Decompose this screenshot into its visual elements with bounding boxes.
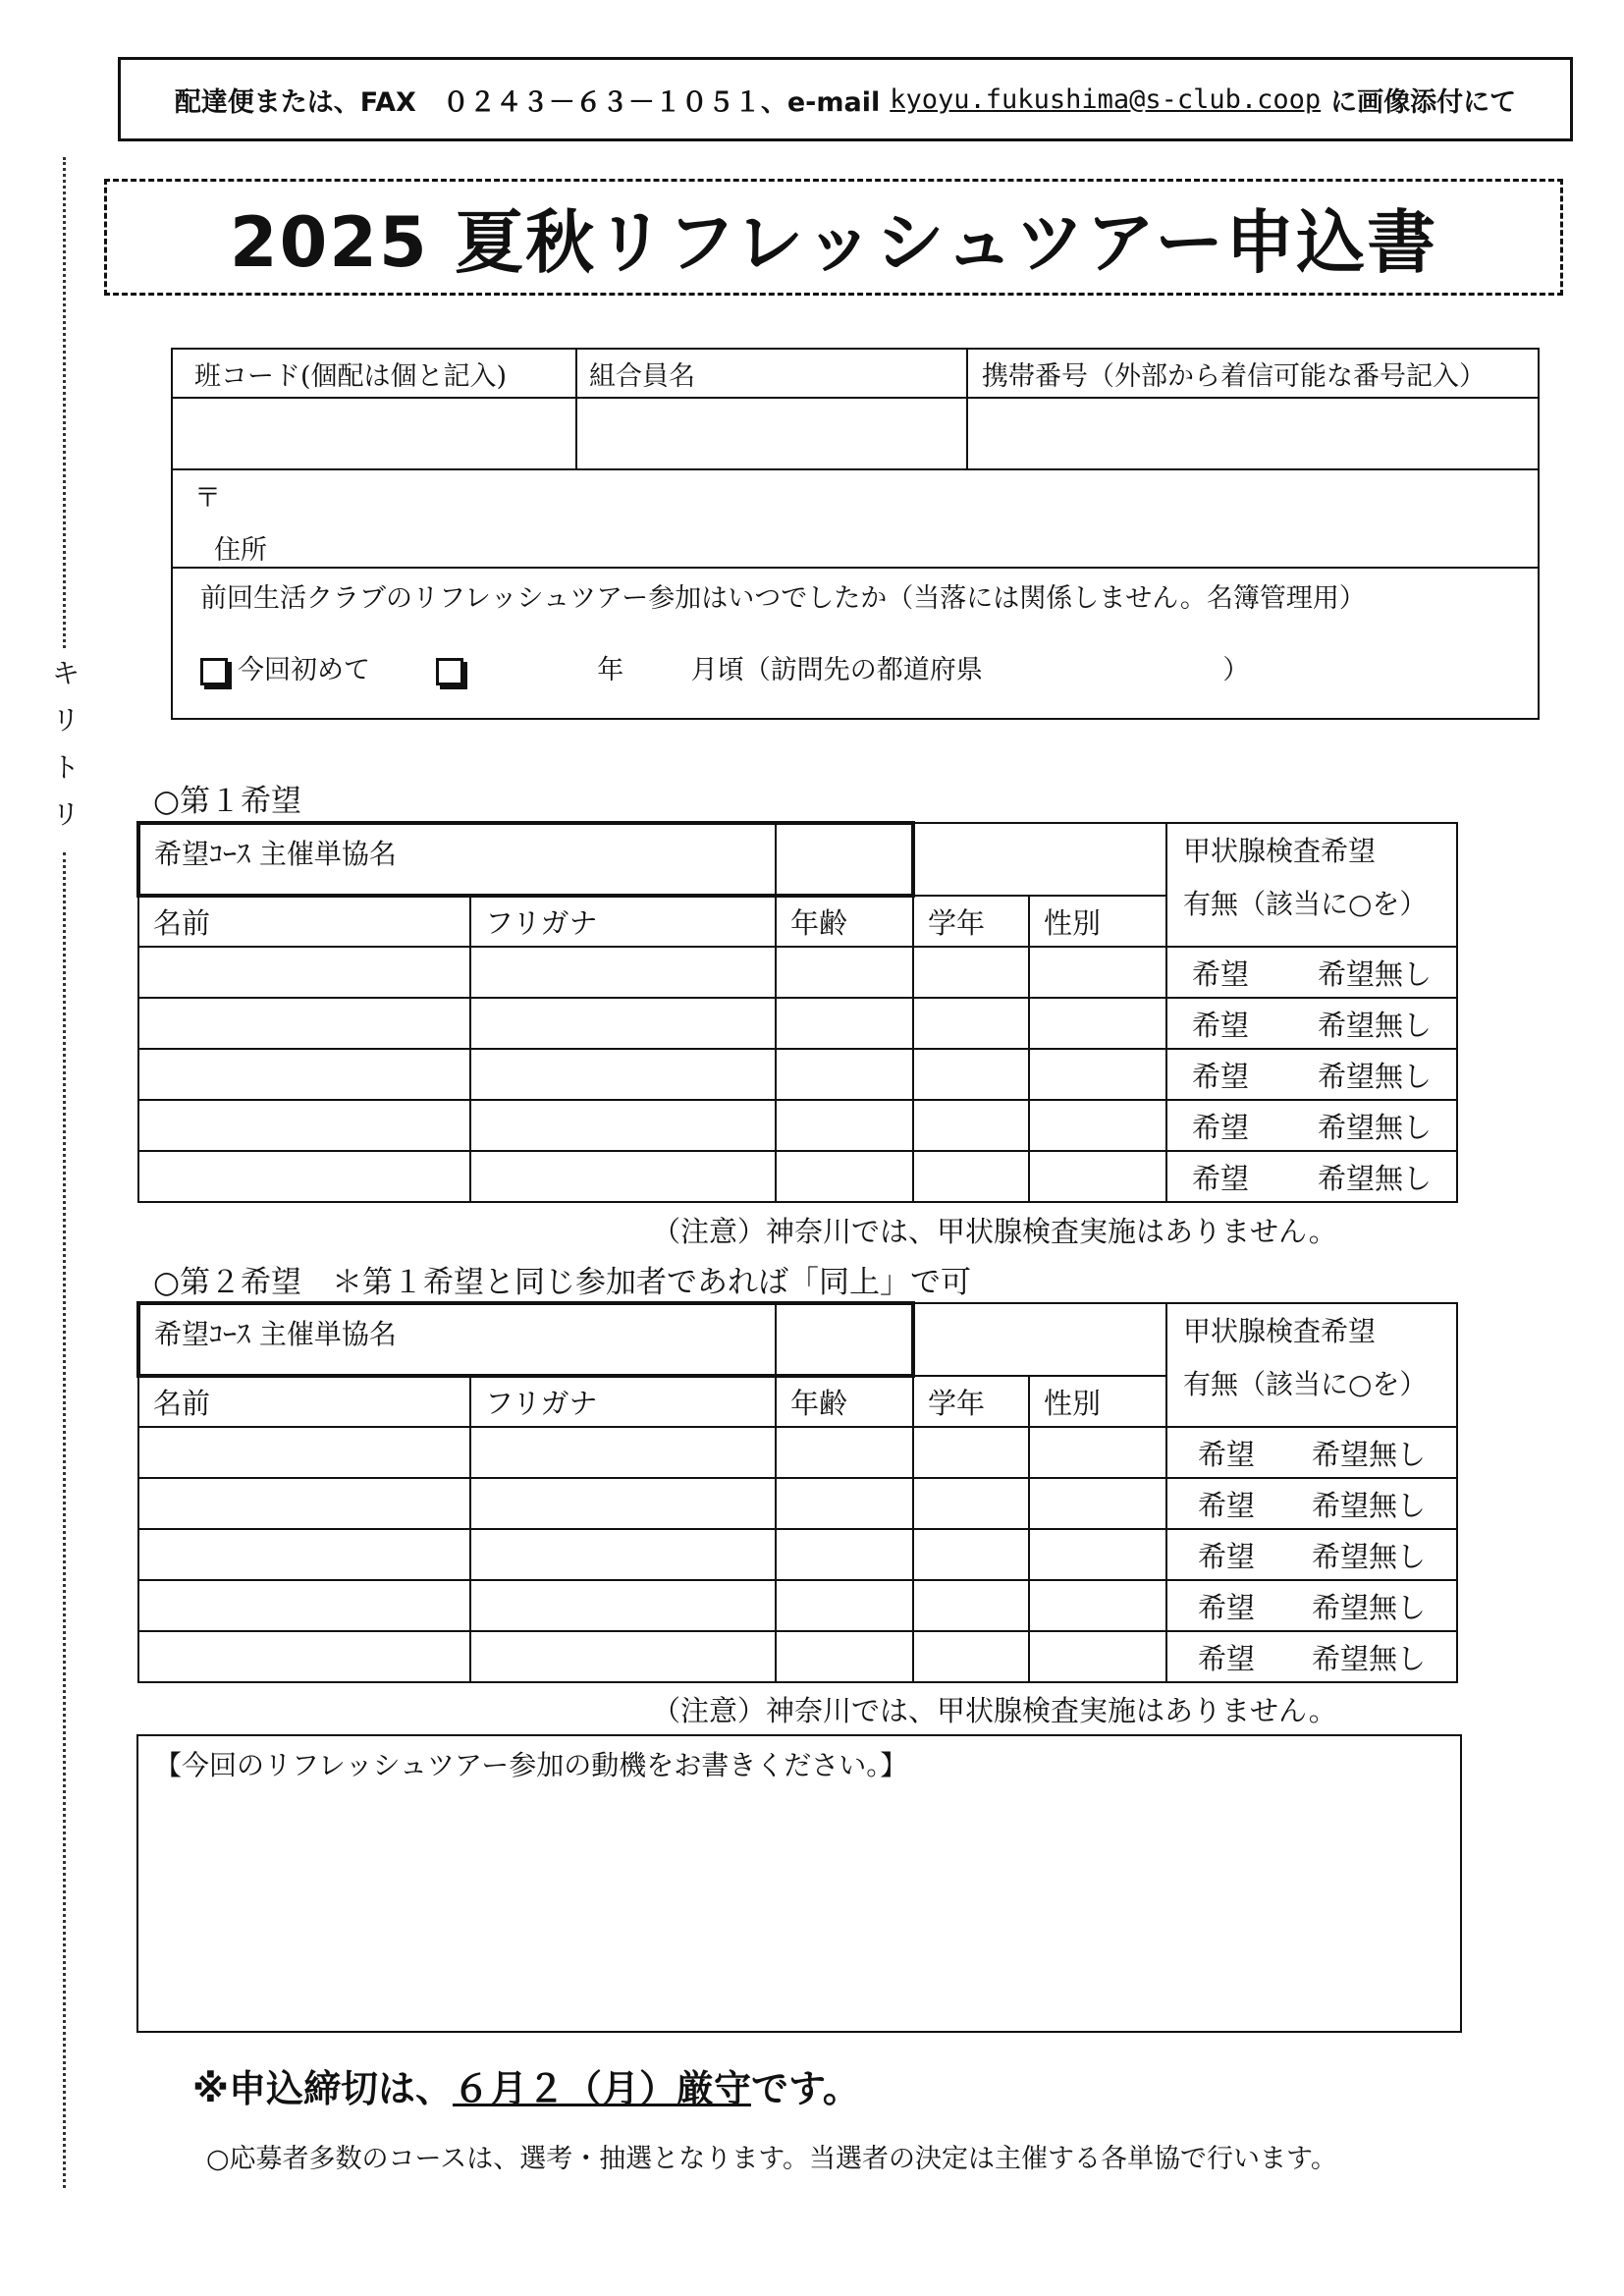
age-cell[interactable] xyxy=(776,1049,913,1100)
table-row xyxy=(138,1100,1457,1151)
table-row xyxy=(138,1478,1457,1529)
grade-cell[interactable] xyxy=(913,1529,1029,1580)
table-row xyxy=(138,998,1457,1049)
table-row xyxy=(138,1529,1457,1580)
hope1-heading: ○第１希望 xyxy=(153,784,302,819)
cut-label-char: ト xyxy=(51,751,80,784)
col-grade: 学年 xyxy=(928,1386,986,1420)
member-name-field[interactable] xyxy=(576,398,967,469)
name-cell[interactable] xyxy=(138,1100,470,1151)
grade-cell[interactable] xyxy=(913,947,1029,998)
thyroid-choice[interactable] xyxy=(1166,1631,1457,1682)
choice-no[interactable]: 希望無し xyxy=(1312,1488,1427,1522)
choice-yes[interactable]: 希望 xyxy=(1191,1161,1249,1195)
close-paren: ） xyxy=(1222,655,1250,685)
thyroid-choice[interactable] xyxy=(1166,1580,1457,1631)
choice-no[interactable]: 希望無し xyxy=(1318,1059,1433,1093)
month-label: 月頃（訪問先の都道府県 xyxy=(690,655,983,685)
col-grade: 学年 xyxy=(928,905,986,940)
checkbox-first-time[interactable] xyxy=(200,658,228,685)
cut-label-char: リ xyxy=(51,798,80,831)
choice-no[interactable]: 希望無し xyxy=(1318,1110,1433,1144)
choice-no[interactable]: 希望無し xyxy=(1318,957,1433,991)
han-code-label: 班コード(個配は個と記入) xyxy=(194,360,508,392)
furigana-cell[interactable] xyxy=(470,1529,776,1580)
col-gender: 性別 xyxy=(1044,905,1102,940)
gender-cell[interactable] xyxy=(1029,1427,1166,1478)
col-furigana: フリガナ xyxy=(485,906,598,940)
choice-no[interactable]: 希望無し xyxy=(1318,1161,1433,1195)
hope2-heading: ○第２希望 ＊第１希望と同じ参加者であれば「同上」で可 xyxy=(153,1265,972,1300)
gender-cell[interactable] xyxy=(1029,1049,1166,1100)
table-row xyxy=(138,1151,1457,1202)
age-cell[interactable] xyxy=(776,1529,913,1580)
table-row xyxy=(138,1631,1457,1682)
cut-label-char: リ xyxy=(51,704,80,737)
thyroid-choice[interactable] xyxy=(1166,1529,1457,1580)
name-cell[interactable] xyxy=(138,1529,470,1580)
choice-yes[interactable]: 希望 xyxy=(1191,1008,1249,1042)
name-cell[interactable] xyxy=(138,947,470,998)
furigana-cell[interactable] xyxy=(470,1151,776,1202)
deadline-notice xyxy=(192,2058,860,2112)
postal-mark: 〒 xyxy=(194,483,221,514)
hope1-table xyxy=(136,821,1458,1203)
thyroid-choice[interactable] xyxy=(1166,1100,1457,1151)
table-row xyxy=(138,1580,1457,1631)
thyroid-note: （注意）神奈川では、甲状腺検査実施はありません。 xyxy=(652,1694,1337,1727)
table-row xyxy=(138,1427,1457,1478)
motive-label: 【今回のリフレッシュツアー参加の動機をお書きください。】 xyxy=(154,1749,908,1781)
col-age: 年齢 xyxy=(790,906,848,940)
grade-cell[interactable] xyxy=(913,1631,1029,1682)
previous-tour-question: 前回生活クラブのリフレッシュツアー参加はいつでしたか（当落には関係しません。名簿管理用） xyxy=(200,583,1366,614)
checkbox-previous[interactable] xyxy=(436,658,463,685)
choice-yes[interactable]: 希望 xyxy=(1191,1059,1249,1093)
furigana-cell[interactable] xyxy=(470,1631,776,1682)
han-code-field[interactable] xyxy=(172,398,576,469)
thyroid-label: 甲状腺検査希望 xyxy=(1183,835,1377,867)
gender-cell[interactable] xyxy=(1029,998,1166,1049)
address-label: 住所 xyxy=(214,535,267,566)
choice-yes[interactable]: 希望 xyxy=(1197,1590,1255,1624)
phone-label: 携帯番号（外部から着信可能な番号記入） xyxy=(982,360,1486,392)
col-age: 年齢 xyxy=(790,1387,848,1420)
furigana-cell[interactable] xyxy=(470,947,776,998)
choice-no[interactable]: 希望無し xyxy=(1318,1008,1433,1042)
col-furigana: フリガナ xyxy=(485,1387,598,1420)
thyroid-choice[interactable] xyxy=(1166,998,1457,1049)
furigana-cell[interactable] xyxy=(470,1049,776,1100)
thyroid-choice[interactable] xyxy=(1166,1049,1457,1100)
submission-instructions xyxy=(118,57,1573,141)
address-field[interactable] xyxy=(172,469,1539,568)
name-cell[interactable] xyxy=(138,1478,470,1529)
first-time-label: 今回初めて xyxy=(238,655,370,685)
furigana-cell[interactable] xyxy=(470,1478,776,1529)
age-cell[interactable] xyxy=(776,1631,913,1682)
gender-cell[interactable] xyxy=(1029,1478,1166,1529)
course-field[interactable] xyxy=(776,1303,913,1376)
course-label: 希望ｺｰｽ 主催単協名 xyxy=(154,838,397,870)
age-cell[interactable] xyxy=(776,998,913,1049)
motive-field[interactable] xyxy=(136,1734,1462,2033)
thyroid-label: 甲状腺検査希望 xyxy=(1183,1315,1377,1347)
age-cell[interactable] xyxy=(776,1100,913,1151)
furigana-cell[interactable] xyxy=(470,1100,776,1151)
phone-field[interactable] xyxy=(967,398,1539,469)
thyroid-label-sub: 有無（該当に○を） xyxy=(1183,888,1428,920)
choice-yes[interactable]: 希望 xyxy=(1197,1641,1255,1675)
age-cell[interactable] xyxy=(776,1151,913,1202)
choice-no[interactable]: 希望無し xyxy=(1312,1437,1427,1471)
choice-no[interactable]: 希望無し xyxy=(1312,1539,1427,1573)
furigana-cell[interactable] xyxy=(470,1427,776,1478)
cut-line xyxy=(63,852,66,2188)
age-cell[interactable] xyxy=(776,947,913,998)
email-link[interactable]: kyoyu.fukushima@s-club.coop xyxy=(890,83,1322,115)
furigana-cell[interactable] xyxy=(470,998,776,1049)
selection-note: ○応募者多数のコースは、選考・抽選となります。当選者の決定は主催する各単協で行います。 xyxy=(206,2144,1337,2174)
deadline-prefix: ※申込締切は、 xyxy=(192,2067,453,2110)
previous-tour-options xyxy=(173,615,1538,686)
grade-cell[interactable] xyxy=(913,998,1029,1049)
grade-cell[interactable] xyxy=(913,1427,1029,1478)
col-name: 名前 xyxy=(153,906,211,940)
gender-cell[interactable] xyxy=(1029,1529,1166,1580)
grade-cell[interactable] xyxy=(913,1049,1029,1100)
gender-cell[interactable] xyxy=(1029,1151,1166,1202)
choice-no[interactable]: 希望無し xyxy=(1312,1590,1427,1624)
furigana-cell[interactable] xyxy=(470,1580,776,1631)
name-cell[interactable] xyxy=(138,1151,470,1202)
age-cell[interactable] xyxy=(776,1427,913,1478)
gender-cell[interactable] xyxy=(1029,947,1166,998)
cut-line xyxy=(63,157,66,648)
deadline-suffix: です。 xyxy=(750,2067,860,2110)
member-info-table xyxy=(171,348,1540,720)
course-field[interactable] xyxy=(776,823,913,896)
cut-label xyxy=(51,650,81,839)
choice-yes[interactable]: 希望 xyxy=(1191,957,1249,991)
deadline-date: ６月２（月）厳守 xyxy=(452,2067,751,2110)
choice-yes[interactable]: 希望 xyxy=(1197,1437,1255,1471)
gender-cell[interactable] xyxy=(1029,1100,1166,1151)
form-title: 2025 夏秋リフレッシュツアー申込書 xyxy=(104,179,1563,296)
submission-suffix: に画像添付にて xyxy=(1330,86,1517,118)
col-gender: 性別 xyxy=(1044,1386,1102,1420)
name-cell[interactable] xyxy=(138,1631,470,1682)
thyroid-choice[interactable] xyxy=(1166,1427,1457,1478)
thyroid-label-sub: 有無（該当に○を） xyxy=(1183,1368,1428,1400)
name-cell[interactable] xyxy=(138,1427,470,1478)
col-name: 名前 xyxy=(153,1387,211,1420)
hope2-table xyxy=(136,1301,1458,1683)
table-row xyxy=(138,1049,1457,1100)
year-label: 年 xyxy=(597,655,624,685)
name-cell[interactable] xyxy=(138,1580,470,1631)
table-row xyxy=(138,947,1457,998)
cut-label-char: キ xyxy=(51,657,80,689)
submission-prefix: 配達便または、FAX ０２４３－６３－１０５１、e-mail xyxy=(174,86,881,118)
name-cell[interactable] xyxy=(138,998,470,1049)
choice-yes[interactable]: 希望 xyxy=(1197,1488,1255,1522)
name-cell[interactable] xyxy=(138,1049,470,1100)
choice-no[interactable]: 希望無し xyxy=(1312,1641,1427,1675)
thyroid-choice[interactable] xyxy=(1166,1151,1457,1202)
grade-cell[interactable] xyxy=(913,1151,1029,1202)
course-label: 希望ｺｰｽ 主催単協名 xyxy=(154,1318,397,1350)
choice-yes[interactable]: 希望 xyxy=(1191,1110,1249,1144)
grade-cell[interactable] xyxy=(913,1580,1029,1631)
member-name-label: 組合員名 xyxy=(589,360,695,392)
age-cell[interactable] xyxy=(776,1478,913,1529)
thyroid-choice[interactable] xyxy=(1166,947,1457,998)
grade-cell[interactable] xyxy=(913,1100,1029,1151)
gender-cell[interactable] xyxy=(1029,1631,1166,1682)
choice-yes[interactable]: 希望 xyxy=(1197,1539,1255,1573)
thyroid-choice[interactable] xyxy=(1166,1478,1457,1529)
age-cell[interactable] xyxy=(776,1580,913,1631)
gender-cell[interactable] xyxy=(1029,1580,1166,1631)
grade-cell[interactable] xyxy=(913,1478,1029,1529)
thyroid-note: （注意）神奈川では、甲状腺検査実施はありません。 xyxy=(652,1215,1337,1248)
